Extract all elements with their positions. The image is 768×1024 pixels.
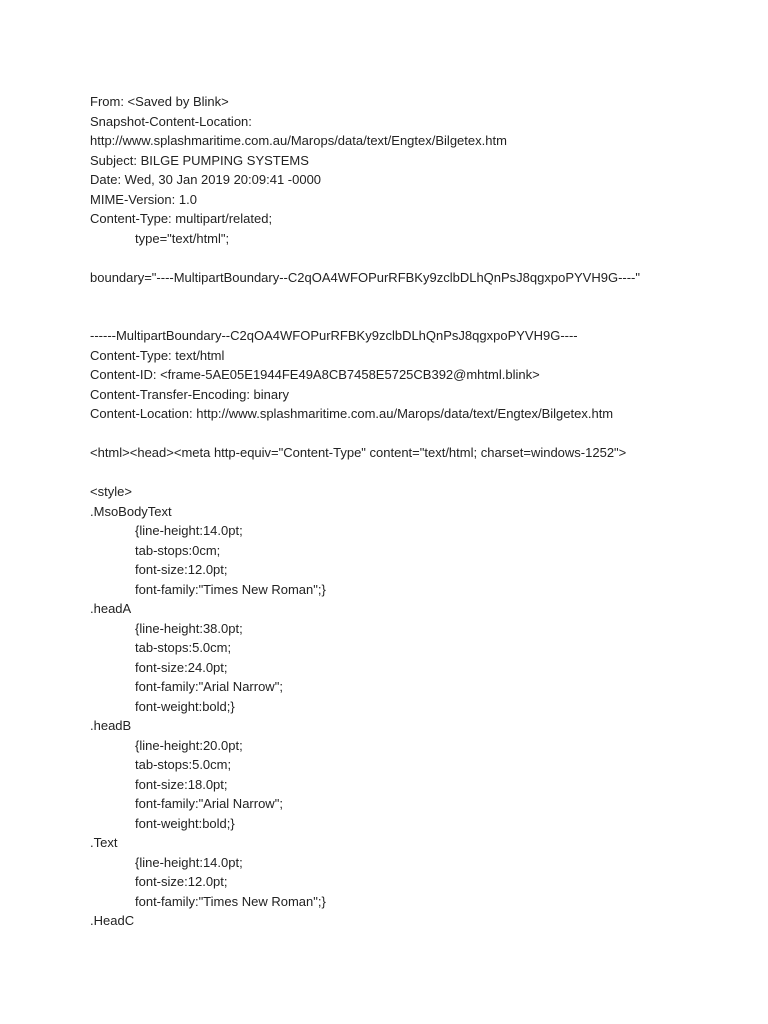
text-line: font-family:"Arial Narrow";: [135, 796, 283, 811]
text-line: Content-Type: text/html: [90, 347, 225, 363]
text-line: Date: Wed, 30 Jan 2019 20:09:41 -0000: [90, 172, 322, 187]
text-line: font-weight:bold;}: [135, 698, 235, 714]
text-line: MIME-Version: 1.0: [90, 191, 197, 207]
text-line: .headA: [90, 601, 132, 616]
text-line: font-size:12.0pt;: [135, 874, 228, 889]
text-line: boundary="----MultipartBoundary--C2qOA4WFOPurRFBKy9zclbDLhQnPsJ8qgxpoPYVH9G----": [90, 269, 641, 285]
text-line: Content-Transfer-Encoding: binary: [90, 386, 289, 402]
text-line: Content-Type: multipart/related;: [90, 211, 273, 226]
text-line: font-size:18.0pt;: [135, 776, 228, 792]
text-line: ------MultipartBoundary--C2qOA4WFOPurRFBKy9zclbDLhQnPsJ8qgxpoPYVH9G----: [90, 328, 578, 343]
blank-line: [90, 463, 750, 483]
text-line: Snapshot-Content-Location:: [90, 113, 252, 129]
text-line: tab-stops:5.0cm;: [135, 640, 232, 655]
text-line: .HeadC: [90, 913, 135, 928]
text-line: tab-stops:5.0cm;: [135, 757, 232, 772]
text-line: type="text/html";: [135, 230, 230, 246]
text-line: <html><head><meta http-equiv="Content-Type" content="text/html; charset=windows-1252">: [90, 445, 627, 460]
document-text-lines: [90, 92, 750, 931]
text-line: font-family:"Times New Roman";}: [135, 581, 326, 597]
text-line: Subject: BILGE PUMPING SYSTEMS: [90, 152, 309, 168]
text-line: .MsoBodyText: [90, 503, 172, 519]
text-line: {line-height:14.0pt;: [135, 854, 243, 870]
text-line: .Text: [90, 835, 118, 850]
text-line: font-size:12.0pt;: [135, 562, 228, 577]
blank-line: [90, 424, 750, 444]
text-line: Content-Location: http://www.splashmaritime.com.au/Marops/data/text/Engtex/Bilgetex.htm: [90, 406, 614, 421]
text-line: font-family:"Times New Roman";}: [135, 893, 326, 909]
text-line: http://www.splashmaritime.com.au/Marops/data/text/Engtex/Bilgetex.htm: [90, 133, 507, 148]
text-line: Content-ID: <frame-5AE05E1944FE49A8CB7458E5725CB392@mhtml.blink>: [90, 367, 540, 382]
document-page: [90, 92, 750, 931]
text-line: {line-height:20.0pt;: [135, 737, 243, 753]
text-line: font-weight:bold;}: [135, 815, 235, 831]
blank-line: [90, 287, 750, 307]
text-line: tab-stops:0cm;: [135, 542, 221, 558]
blank-line: [90, 248, 750, 268]
text-line: font-size:24.0pt;: [135, 659, 228, 675]
text-line: font-family:"Arial Narrow";: [135, 679, 283, 694]
text-line: From: <Saved by Blink>: [90, 94, 229, 109]
text-line: {line-height:38.0pt;: [135, 620, 243, 636]
text-line: {line-height:14.0pt;: [135, 523, 243, 538]
blank-line: [90, 307, 750, 327]
text-line: <style>: [90, 484, 132, 499]
text-line: .headB: [90, 718, 132, 733]
